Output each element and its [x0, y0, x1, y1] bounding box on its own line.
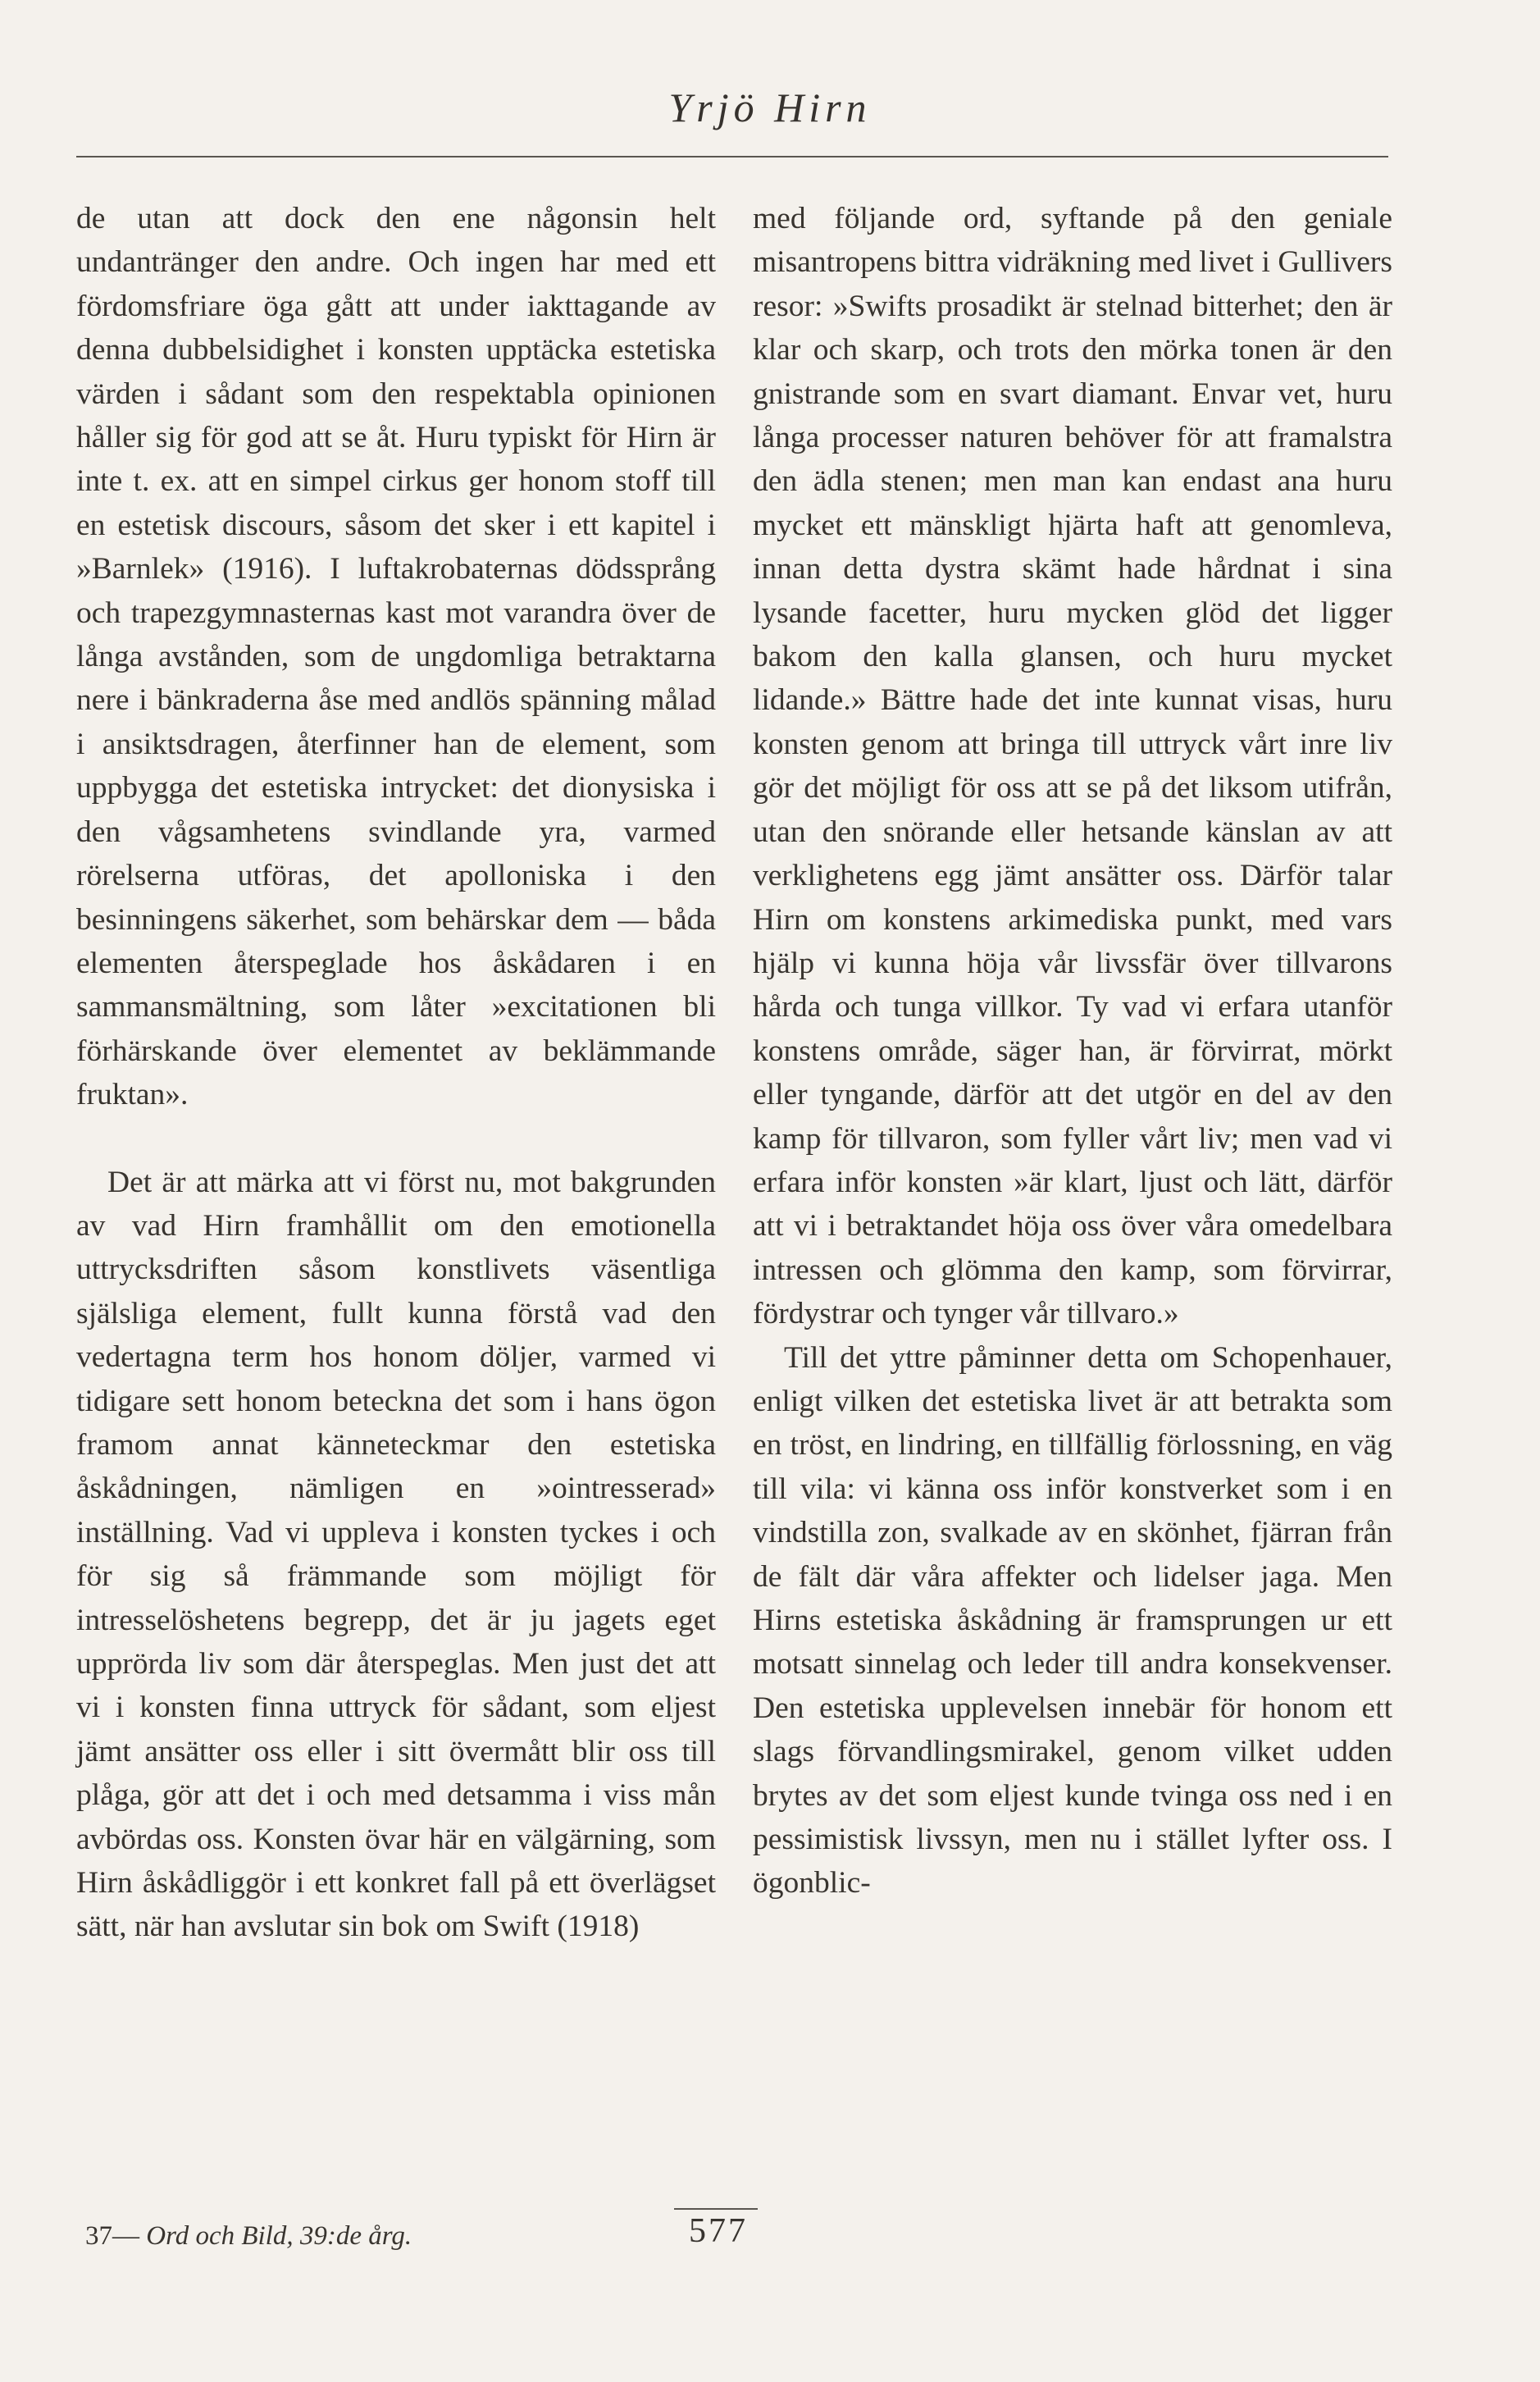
signature-mark	[85, 2221, 412, 2252]
right-paragraph-2: Till det yttre påminner detta om Schopenhauer, enligt vilken det estetiska livet är att betrakta som en tröst, en lindring, en tillfällig förlossning, en väg till vila: vi känna oss inför konstverket som i en vindstilla zon, svalkade av en skönhet, fjärran från de fält där våra affekter och lidelser jaga. Men Hirns estetiska åskådning är framsprungen ur ett motsatt sinnelag och leder till andra konsekvenser. Den estetiska upplevelsen innebär för honom ett slags förvandlingsmirakel, genom vilket udden brytes av det som eljest kunde tvinga oss ned i en pessimistisk livssyn, men nu i stället lyfter oss. I ögonblic-	[753, 1340, 1392, 1901]
signature-number: 37—	[85, 2221, 139, 2251]
page-number: 577	[689, 2212, 748, 2250]
left-paragraph-1: de utan att dock den ene någonsin helt undantränger den andre. Och ingen har med ett fördomsfriare öga gått att under iakttagande av denna dubbelsidighet i konsten upptäcka estetiska värden i sådant som den respektabla opinionen håller sig för god att se åt. Huru typiskt för Hirn är inte t. ex. att en simpel cirkus ger honom stoff till en estetisk discours, såsom det sker i ett kapitel i »Barnlek» (1916). I luftakrobaternas dödssprång och trapezgymnasternas kast mot varandra över de långa avstånden, som de ungdomliga betraktarna nere i bänkraderna åse med andlös spänning målad i ansiktsdragen, återfinner han de element, som uppbygga det estetiska intrycket: det dionysiska i den vågsamhetens svindlande yra, varmed rörelserna utföras, det apolloniska i den besinningens säkerhet, som behärskar dem — båda elementen återspeglade hos åskådaren i en sammansmältning, som låter »excitationen bli förhärskande över elementet av beklämmande fruktan».	[76, 202, 716, 1112]
right-paragraph-1: med följande ord, syftande på den geniale misantropens bittra vidräkning med livet i Gullivers resor: »Swifts prosadikt är stelnad bitterhet; den är klar och skarp, och trots den mörka tonen är den gnistrande som en svart diamant. Envar vet, huru långa processer naturen behöver för att framalstra den ädla stenen; men man kan endast ana huru mycket ett mänskligt hjärta haft att genomleva, innan detta dystra skämt hade hårdnat i sina lysande facetter, huru mycken glöd det ligger bakom den kalla glansen, och huru mycket lidande.» Bättre hade det inte kunnat visas, huru konsten genom att bringa till uttryck vårt inre liv gör det möjligt för oss att se på det liksom utifrån, utan den snörande eller hetsande känslan av att verklighetens egg jämt ansätter oss. Därför talar Hirn om konstens arkimediska punkt, med vars hjälp vi kunna höja vår livssfär över tillvarons hårda och tunga villkor. Ty vad vi erfara utanför konstens område, säger han, är förvirrat, mörkt eller tyngande, därför att det utgör en del av den kamp för tillvaron, som fyller vårt liv; men vad vi erfara inför konsten »är klart, ljust och lätt, därför att vi i betraktandet höja oss över våra omedelbara intressen och glömma den kamp, som förvirrar, fördystrar och tynger vår tillvaro.»	[753, 202, 1392, 1331]
folio-rule	[674, 2208, 758, 2210]
running-head: Yrjö Hirn	[668, 84, 872, 130]
right-column	[753, 197, 1392, 1905]
left-column	[76, 197, 716, 1949]
left-paragraph-2: Det är att märka att vi först nu, mot bakgrunden av vad Hirn framhållit om den emotionella uttrycksdriften såsom konstlivets väsentliga själsliga element, fullt kunna förstå vad den vedertagna term hos honom döljer, varmed vi tidigare sett honom beteckna det som i hans ögon framom annat känneteckmar den estetiska åskådningen, nämligen en »ointresserad» inställning. Vad vi uppleva i konsten tyckes i och för sig så främmande som möjligt för intresselöshetens begrepp, det är ju jagets eget upprörda liv som där återspeglas. Men just det att vi i konsten finna uttryck för sådant, som eljest jämt ansätter oss eller i sitt övermått blir oss till plåga, gör att det i och med detsamma i viss mån avbördas oss. Konsten övar här en välgärning, som Hirn åskådliggör i ett konkret fall på ett överlägset sätt, när han avslutar sin bok om Swift (1918)	[76, 1165, 716, 1944]
header-rule	[76, 156, 1388, 157]
signature-title: Ord och Bild, 39:de årg.	[146, 2221, 412, 2251]
